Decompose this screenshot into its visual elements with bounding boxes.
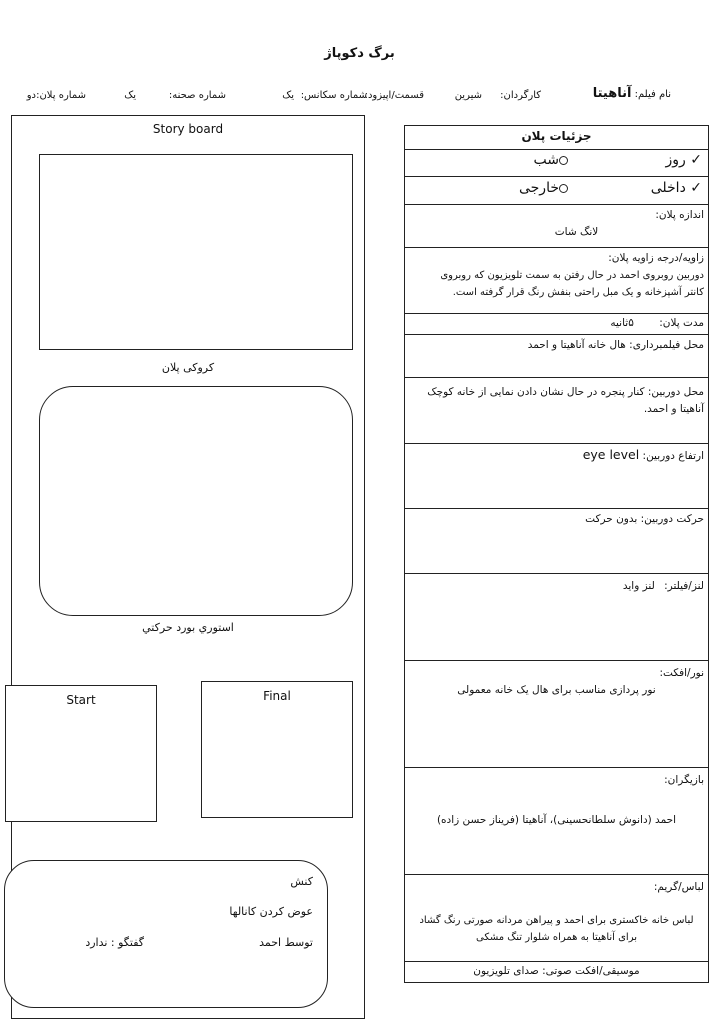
action-description: عوض کردن کانالها xyxy=(229,905,313,918)
camera-height-value: eye level xyxy=(582,447,640,462)
plan-angle-label: زاویه/درجه زاویه پلان: xyxy=(608,252,704,264)
lens-filter-value: لنز واید xyxy=(622,580,655,592)
night-option[interactable] xyxy=(534,152,568,169)
start-label: Start xyxy=(66,693,96,707)
shooting-location-row xyxy=(405,335,708,378)
plan-size-value: لانگ شات xyxy=(554,226,599,238)
actors-row xyxy=(405,768,708,875)
plan-sketch-frame xyxy=(39,386,353,616)
lens-filter-row xyxy=(405,574,708,661)
dialogue-text: گفتگو : ندارد xyxy=(85,936,144,949)
storyboard-label: Story board xyxy=(152,122,224,136)
light-effect-value: نور پردازی مناسب برای هال یک خانه معمولی xyxy=(457,684,656,696)
camera-movement-row xyxy=(405,509,708,574)
camera-position-line1: محل دوربین: کنار پنجره در حال نشان دادن نمایی از خانه کوچک xyxy=(427,386,704,398)
plan-size-row xyxy=(405,205,708,248)
plan-size-label: اندازه پلان: xyxy=(655,209,704,221)
director-value: شیرین xyxy=(454,90,482,101)
plan-details-table xyxy=(404,125,709,983)
day-label: روز xyxy=(665,152,686,168)
scene-value: یک xyxy=(124,90,136,101)
plan-number-value: دو xyxy=(26,90,36,101)
page-title: برگ دکوپاژ xyxy=(324,46,395,61)
interior-exterior-row xyxy=(405,177,708,205)
plan-duration-label: مدت پلان: xyxy=(659,317,704,329)
plan-duration-value: ۵ثانیه xyxy=(610,317,634,329)
film-value: آناهیتا xyxy=(592,86,632,101)
plan-angle-row xyxy=(405,248,708,314)
camera-height-row xyxy=(405,444,708,509)
action-performer: توسط احمد xyxy=(259,936,313,949)
film-name-field xyxy=(593,86,671,101)
shooting-location-text: محل فیلمبرداری: هال خانه آناهیتا و احمد xyxy=(527,339,704,351)
sequence-label: شماره سکانس: xyxy=(300,90,367,101)
interior-option[interactable] xyxy=(651,180,702,197)
interior-label: داخلی xyxy=(650,180,686,196)
action-title: کنش xyxy=(290,875,313,888)
night-radio-icon xyxy=(559,156,568,165)
actors-label: بازیگران: xyxy=(664,774,704,786)
costume-makeup-row xyxy=(405,875,708,962)
action-box xyxy=(4,860,328,1008)
camera-position-line2: آناهیتا و احمد. xyxy=(643,403,704,415)
lens-filter-label: لنز/فیلتر: xyxy=(664,580,704,592)
night-label: شب xyxy=(533,152,559,168)
day-option[interactable] xyxy=(666,152,702,169)
day-check-icon: ✓ xyxy=(690,152,702,168)
exterior-option[interactable] xyxy=(519,180,568,197)
music-sound-row xyxy=(405,962,708,982)
final-label: Final xyxy=(263,689,291,703)
film-label: نام فیلم: xyxy=(634,89,671,100)
storyboard-frame xyxy=(39,154,353,350)
plan-sketch-label: کروکی پلان xyxy=(161,361,215,374)
costume-line2: برای آناهیتا به همراه شلوار تنگ مشکی xyxy=(475,932,638,943)
camera-position-row xyxy=(405,378,708,444)
plan-angle-line1: دوربین روبروی احمد در حال رفتن به سمت تلویزیون که روبروی xyxy=(440,270,704,281)
plan-number-label: شماره پلان: xyxy=(36,90,86,101)
interior-check-icon: ✓ xyxy=(690,180,702,196)
costume-makeup-label: لباس/گریم: xyxy=(653,881,704,893)
camera-movement-text: حرکت دوربین: بدون حرکت xyxy=(585,513,704,525)
details-title: جزئیات پلان xyxy=(405,126,708,150)
day-night-row xyxy=(405,150,708,177)
scene-label: شماره صحنه: xyxy=(168,90,226,101)
camera-height-label: ارتفاع دوربین: xyxy=(642,450,704,462)
plan-duration-row xyxy=(405,314,708,335)
episode-label: قسمت/اپیزود: xyxy=(364,90,424,101)
motion-storyboard-label: استوري بورد حركتي xyxy=(142,621,234,634)
costume-line1: لباس خانه خاکستری برای احمد و پیراهن مردانه صورتی رنگ گشاد xyxy=(419,915,694,926)
light-effect-label: نور/افکت: xyxy=(659,667,704,679)
light-effect-row xyxy=(405,661,708,768)
exterior-label: خارجی xyxy=(518,180,559,196)
actors-value: احمد (دانوش سلطانحسینی)، آناهیتا (فریناز حسن زاده) xyxy=(436,814,677,826)
exterior-radio-icon xyxy=(559,184,568,193)
music-sound-text: موسیقی/افکت صوتی: صدای تلویزیون xyxy=(473,965,640,977)
sequence-value: یک xyxy=(282,90,294,101)
plan-angle-line2: کانتر آشپزخانه و یک مبل راحتی بنفش رنگ قرار گرفته است. xyxy=(452,287,704,298)
director-label: کارگردان: xyxy=(500,90,541,101)
